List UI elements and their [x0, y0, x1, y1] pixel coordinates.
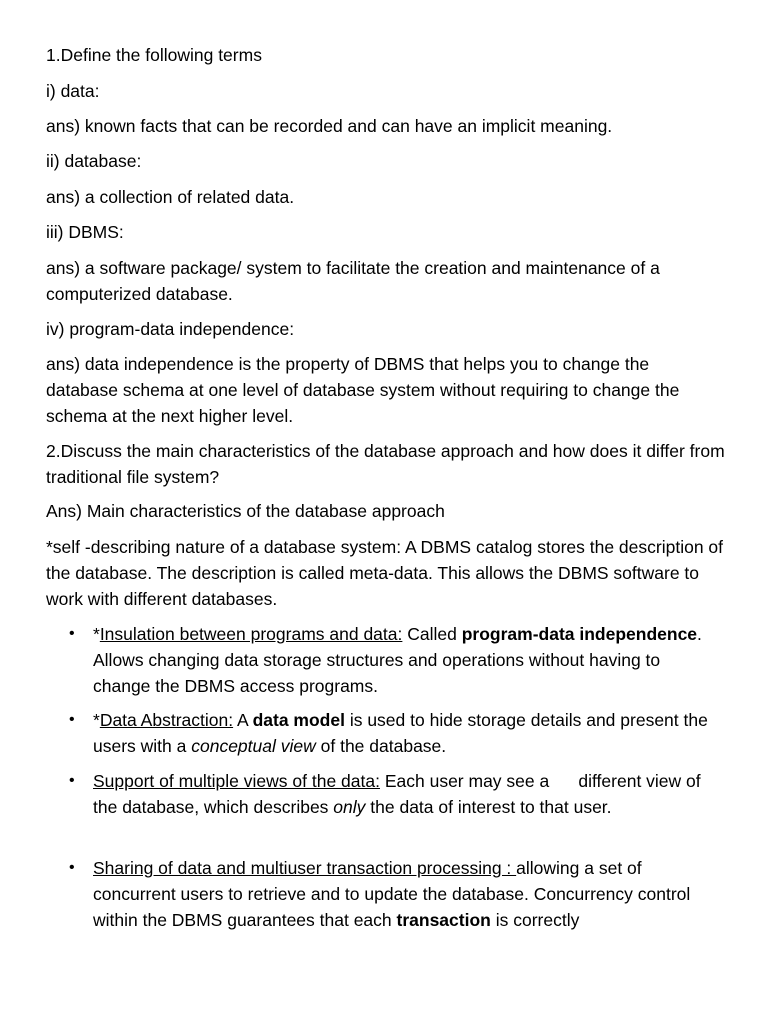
bullet-text: allowing a set of concurrent users to retrieve and to update the database. Concurrency control within the DBMS guarantees that each: [93, 858, 691, 930]
bullet-italic-term: conceptual view: [191, 736, 316, 756]
bullet-multiple-views: [69, 768, 713, 820]
bullet-heading: Support of multiple views of the data:: [93, 771, 380, 791]
bullet-text: is correctly: [490, 910, 580, 930]
term-database: ii) database:: [46, 151, 142, 171]
bullet-bold-term: data model: [252, 710, 345, 730]
bullet-text: . Allows changing data storage structures and operations without having to change the DBMS access programs.: [93, 624, 702, 696]
bullet-text: Each user may see a different view of the database, which describes: [93, 771, 706, 817]
bullet-sharing-data: [69, 855, 713, 933]
term-program-data-independence: iv) program-data independence:: [46, 319, 295, 339]
bullet-text: is used to hide storage details and present the users with a: [93, 710, 708, 756]
bullet-icon: •: [69, 711, 75, 728]
bullet-bold-term: transaction: [396, 910, 491, 930]
term-data: i) data:: [46, 81, 100, 101]
bullet-prefix: *: [93, 624, 100, 644]
answer-database: ans) a collection of related data.: [46, 187, 295, 207]
bullet-text: of the database.: [315, 736, 447, 756]
bullet-italic-term: only: [333, 797, 366, 817]
bullet-bold-term: program-data independence: [461, 624, 698, 644]
bullet-text: the data of interest to that user.: [365, 797, 612, 817]
self-describing-paragraph: *self -describing nature of a database system: A DBMS catalog stores the description of the database. The description is called meta-data. This allows the DBMS software to work with different databases.: [46, 537, 724, 609]
bullet-heading: Sharing of data and multiuser transaction processing :: [93, 858, 517, 878]
bullet-prefix: *: [93, 710, 100, 730]
bullet-heading: Data Abstraction:: [99, 710, 234, 730]
bullet-data-abstraction: [69, 707, 713, 759]
answer-dbms: ans) a software package/ system to facilitate the creation and maintenance of a computerized database.: [46, 258, 660, 304]
term-dbms: iii) DBMS:: [46, 222, 124, 242]
bullet-text: A: [233, 710, 253, 730]
bullet-heading: Insulation between programs and data:: [99, 624, 403, 644]
answer-2-heading: Ans) Main characteristics of the database approach: [46, 501, 445, 521]
question-1-title: 1.Define the following terms: [46, 45, 262, 65]
question-2-title: 2.Discuss the main characteristics of the database approach and how does it differ from traditional file system?: [46, 441, 725, 487]
bullet-text: Called: [402, 624, 462, 644]
answer-data: ans) known facts that can be recorded and can have an implicit meaning.: [46, 116, 613, 136]
answer-program-data-independence: ans) data independence is the property of DBMS that helps you to change the database schema at one level of database system without requiring to change the schema at the next higher level.: [46, 354, 680, 426]
bullet-insulation: [69, 621, 713, 699]
bullet-icon: •: [69, 772, 75, 789]
bullet-icon: •: [69, 859, 75, 876]
bullet-icon: •: [69, 625, 75, 642]
